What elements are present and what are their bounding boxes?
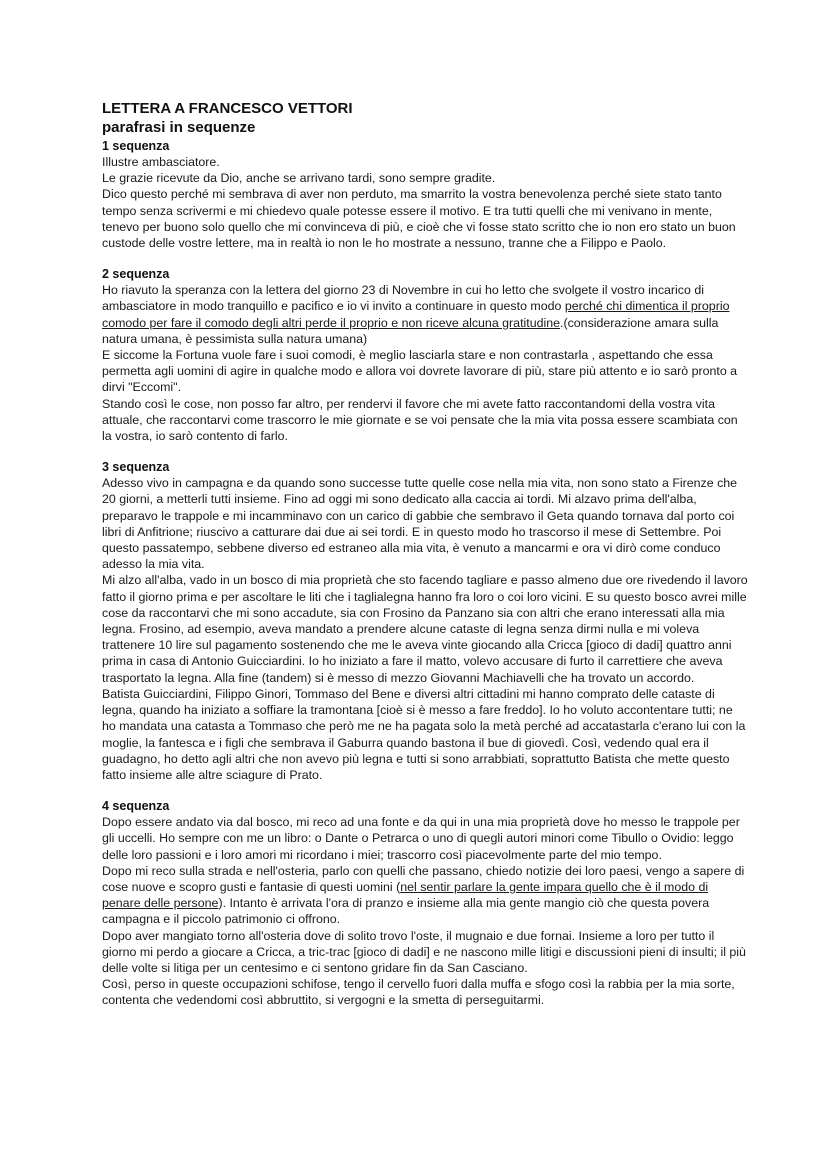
paragraph-text: Dopo aver mangiato torno all'osteria dove di solito trovo l'oste, il mugnaio e due fornai. Insieme a loro per tutto il giorno mi perdo a giocare a Cricca, a tric-trac [gioco di dadi] e ne nascono mille litigi e discussioni pieni di insulti; il più delle volte si litiga per un centesimo e ci sentono gridare fin da San Casciano. bbox=[102, 928, 746, 975]
paragraph bbox=[102, 863, 748, 928]
paragraph-text: Così, perso in queste occupazioni schifose, tengo il cervello fuori dalla muffa e sfogo così la rabbia per la mia sorte, contenta che vedendomi così abbruttito, si vergogni e la smetta di perseguitarmi. bbox=[102, 977, 735, 1008]
paragraph bbox=[102, 282, 748, 347]
sequence-heading: 3 sequenza bbox=[102, 460, 170, 475]
sequence-section bbox=[102, 459, 748, 783]
paragraph bbox=[102, 814, 748, 863]
paragraph-text: Stando così le cose, non posso far altro, per rendervi il favore che mi avete fatto raccontandomi della vostra vita attuale, che raccontarvi come trascorro le mie giornate e se voi pensate che la mia vita possa essere scambiata con la vostra, io sarò contento di farlo. bbox=[102, 396, 738, 444]
paragraph-text: Adesso vivo in campagna e da quando sono successe tutte quelle cose nella mia vita, non sono stato a Firenze che 20 giorni, a metterli tutti insieme. Fino ad oggi mi sono dedicato alla caccia ai tordi. Mi alzavo prima dell'alba, preparavo le trappole e mi incamminavo con un carico di gabbie che sembravo il Geta quando tornava dal porto coi libri di Anfitrione; riuscivo a catturare dai due ai sei tordi. E in questo modo ho trascorso il mese di Settembre. Poi questo passatempo, sebbene diverso ed estraneo alla mia vita, è venuto a mancarmi e ora vi dirò come conduco adesso la mia vita. bbox=[102, 476, 738, 572]
sequence-section bbox=[102, 138, 748, 251]
paragraph bbox=[102, 186, 748, 251]
paragraph bbox=[102, 572, 748, 685]
paragraph-text: Dico questo perché mi sembrava di aver non perduto, ma smarrito la vostra benevolenza perché siete stato tanto tempo senza scrivermi e mi chiedevo quale potesse essere il motivo. E tra tutti quelli che mi venivano in mente, tenevo per buono solo quello che mi convinceva di più, e cioè che vi fosse stato scritto che io non ero stato un buon custode delle vostre lettere, ma in realtà io non le ho mostrate a nessuno, tranne che a Filippo e Paolo. bbox=[102, 187, 736, 251]
sequence-heading: 4 sequenza bbox=[102, 799, 170, 814]
paragraph-text: E siccome la Fortuna vuole fare i suoi comodi, è meglio lasciarla stare e non contrastarla , aspettando che essa permetta agli uomini di agire in qualche modo e allora voi dovrete lavorare di più, stare più attento e io sarò pronto a dirvi "Eccomi". bbox=[102, 348, 738, 395]
sequence-section bbox=[102, 266, 748, 444]
paragraph-text: Illustre ambasciatore. bbox=[102, 155, 220, 169]
paragraph-text: .(considerazione amara sulla natura umana, è pessimista sulla natura umana) bbox=[102, 315, 719, 346]
paragraph-text: ). Intanto è arrivata l'ora di pranzo e insieme alla mia gente mangio ciò che questa povera campagna e il piccolo patrimonio ci offrono. bbox=[102, 896, 710, 927]
document-title: LETTERA A FRANCESCO VETTORI bbox=[102, 100, 353, 117]
paragraph bbox=[102, 170, 748, 186]
paragraph bbox=[102, 347, 748, 396]
paragraph-text: Ho riavuto la speranza con la lettera del giorno 23 di Novembre in cui ho letto che svolgete il vostro incarico di ambasciatore in modo tranquillo e pacifico e io vi invito a continuare in questo modo bbox=[102, 283, 704, 314]
sequence-heading: 1 sequenza bbox=[102, 139, 170, 153]
paragraph bbox=[102, 928, 748, 977]
paragraph-text: Mi alzo all'alba, vado in un bosco di mia proprietà che sto facendo tagliare e passo almeno due ore rivedendo il lavoro fatto il giorno prima e per ascoltare le liti che i taglialegna hanno fra loro o coi loro vicini. E su questo bosco avrei mille cose da raccontarvi che mi sono accadute, sia con Frosino da Panzano sia con altri che erano interessati alla mia legna. Frosino, ad esempio, aveva mandato a prendere alcune cataste di legna senza dirmi nulla e mi voleva trattenere 10 lire sul pagamento sostenendo che me le aveva vinte giocando alla Cricca [gioco di dadi] quattro anni prima in casa di Antonio Guicciardini. Io ho iniziato a fare il matto, volevo accusare di furto il carrettiere che aveva trasportato la legna. Alla fine (tandem) si è messo di mezzo Giovanni Machiavelli che ha trovato un accordo. bbox=[102, 573, 748, 685]
paragraph bbox=[102, 686, 748, 783]
paragraph bbox=[102, 976, 748, 1008]
sequence-heading: 2 sequenza bbox=[102, 267, 170, 282]
paragraph bbox=[102, 154, 748, 170]
paragraph-text: Le grazie ricevute da Dio, anche se arrivano tardi, sono sempre gradite. bbox=[102, 171, 496, 186]
paragraph bbox=[102, 396, 748, 445]
underlined-text: nel sentir parlare la gente impara quello che è il modo di penare delle persone bbox=[102, 879, 709, 911]
paragraph bbox=[102, 475, 748, 572]
paragraph-text: Dopo essere andato via dal bosco, mi reco ad una fonte e da qui in una mia proprietà dove ho messo le trappole per gli uccelli. Ho sempre con me un libro: o Dante o Petrarca o uno di quegli autori minori come Tibullo o Ovidio: leggo delle loro passioni e i loro amori mi ricordano i miei; trascorro così piacevolmente parte del mio tempo. bbox=[102, 815, 740, 862]
document-subtitle: parafrasi in sequenze bbox=[102, 119, 256, 136]
paragraph-text: Dopo mi reco sulla strada e nell'osteria, parlo con quelli che passano, chiedo notizie dei loro paesi, vengo a sapere di cose nuove e scopro gusti e fantasie di questi uomini ( bbox=[102, 863, 745, 894]
paragraph-text: Batista Guicciardini, Filippo Ginori, Tommaso del Bene e diversi altri cittadini mi hanno comprato delle cataste di legna, quando ha iniziato a soffiare la tramontana [cioè si è messo a fare freddo]. Io ho voluto accontentare tutti; ne ho mandata una catasta a Tommaso che però me ne ha pagata solo la metà perché ad accatastarla c'erano lui con la moglie, la fantesca e i figli che sembrava il Gaburra quando bastona il bue di giovedì. Così, vedendo qual era il guadagno, ho detto agli altri che non avevo più legna e tutti si sono arrabbiati, soprattutto Batista che mette questo fatto insieme alle altre sciagure di Prato. bbox=[102, 686, 746, 782]
sections-container bbox=[102, 138, 748, 1009]
underlined-text: perché chi dimentica il proprio comodo per fare il comodo degli altri perde il proprio e non riceve alcuna gratitudine bbox=[102, 299, 730, 330]
sequence-section bbox=[102, 798, 748, 1008]
